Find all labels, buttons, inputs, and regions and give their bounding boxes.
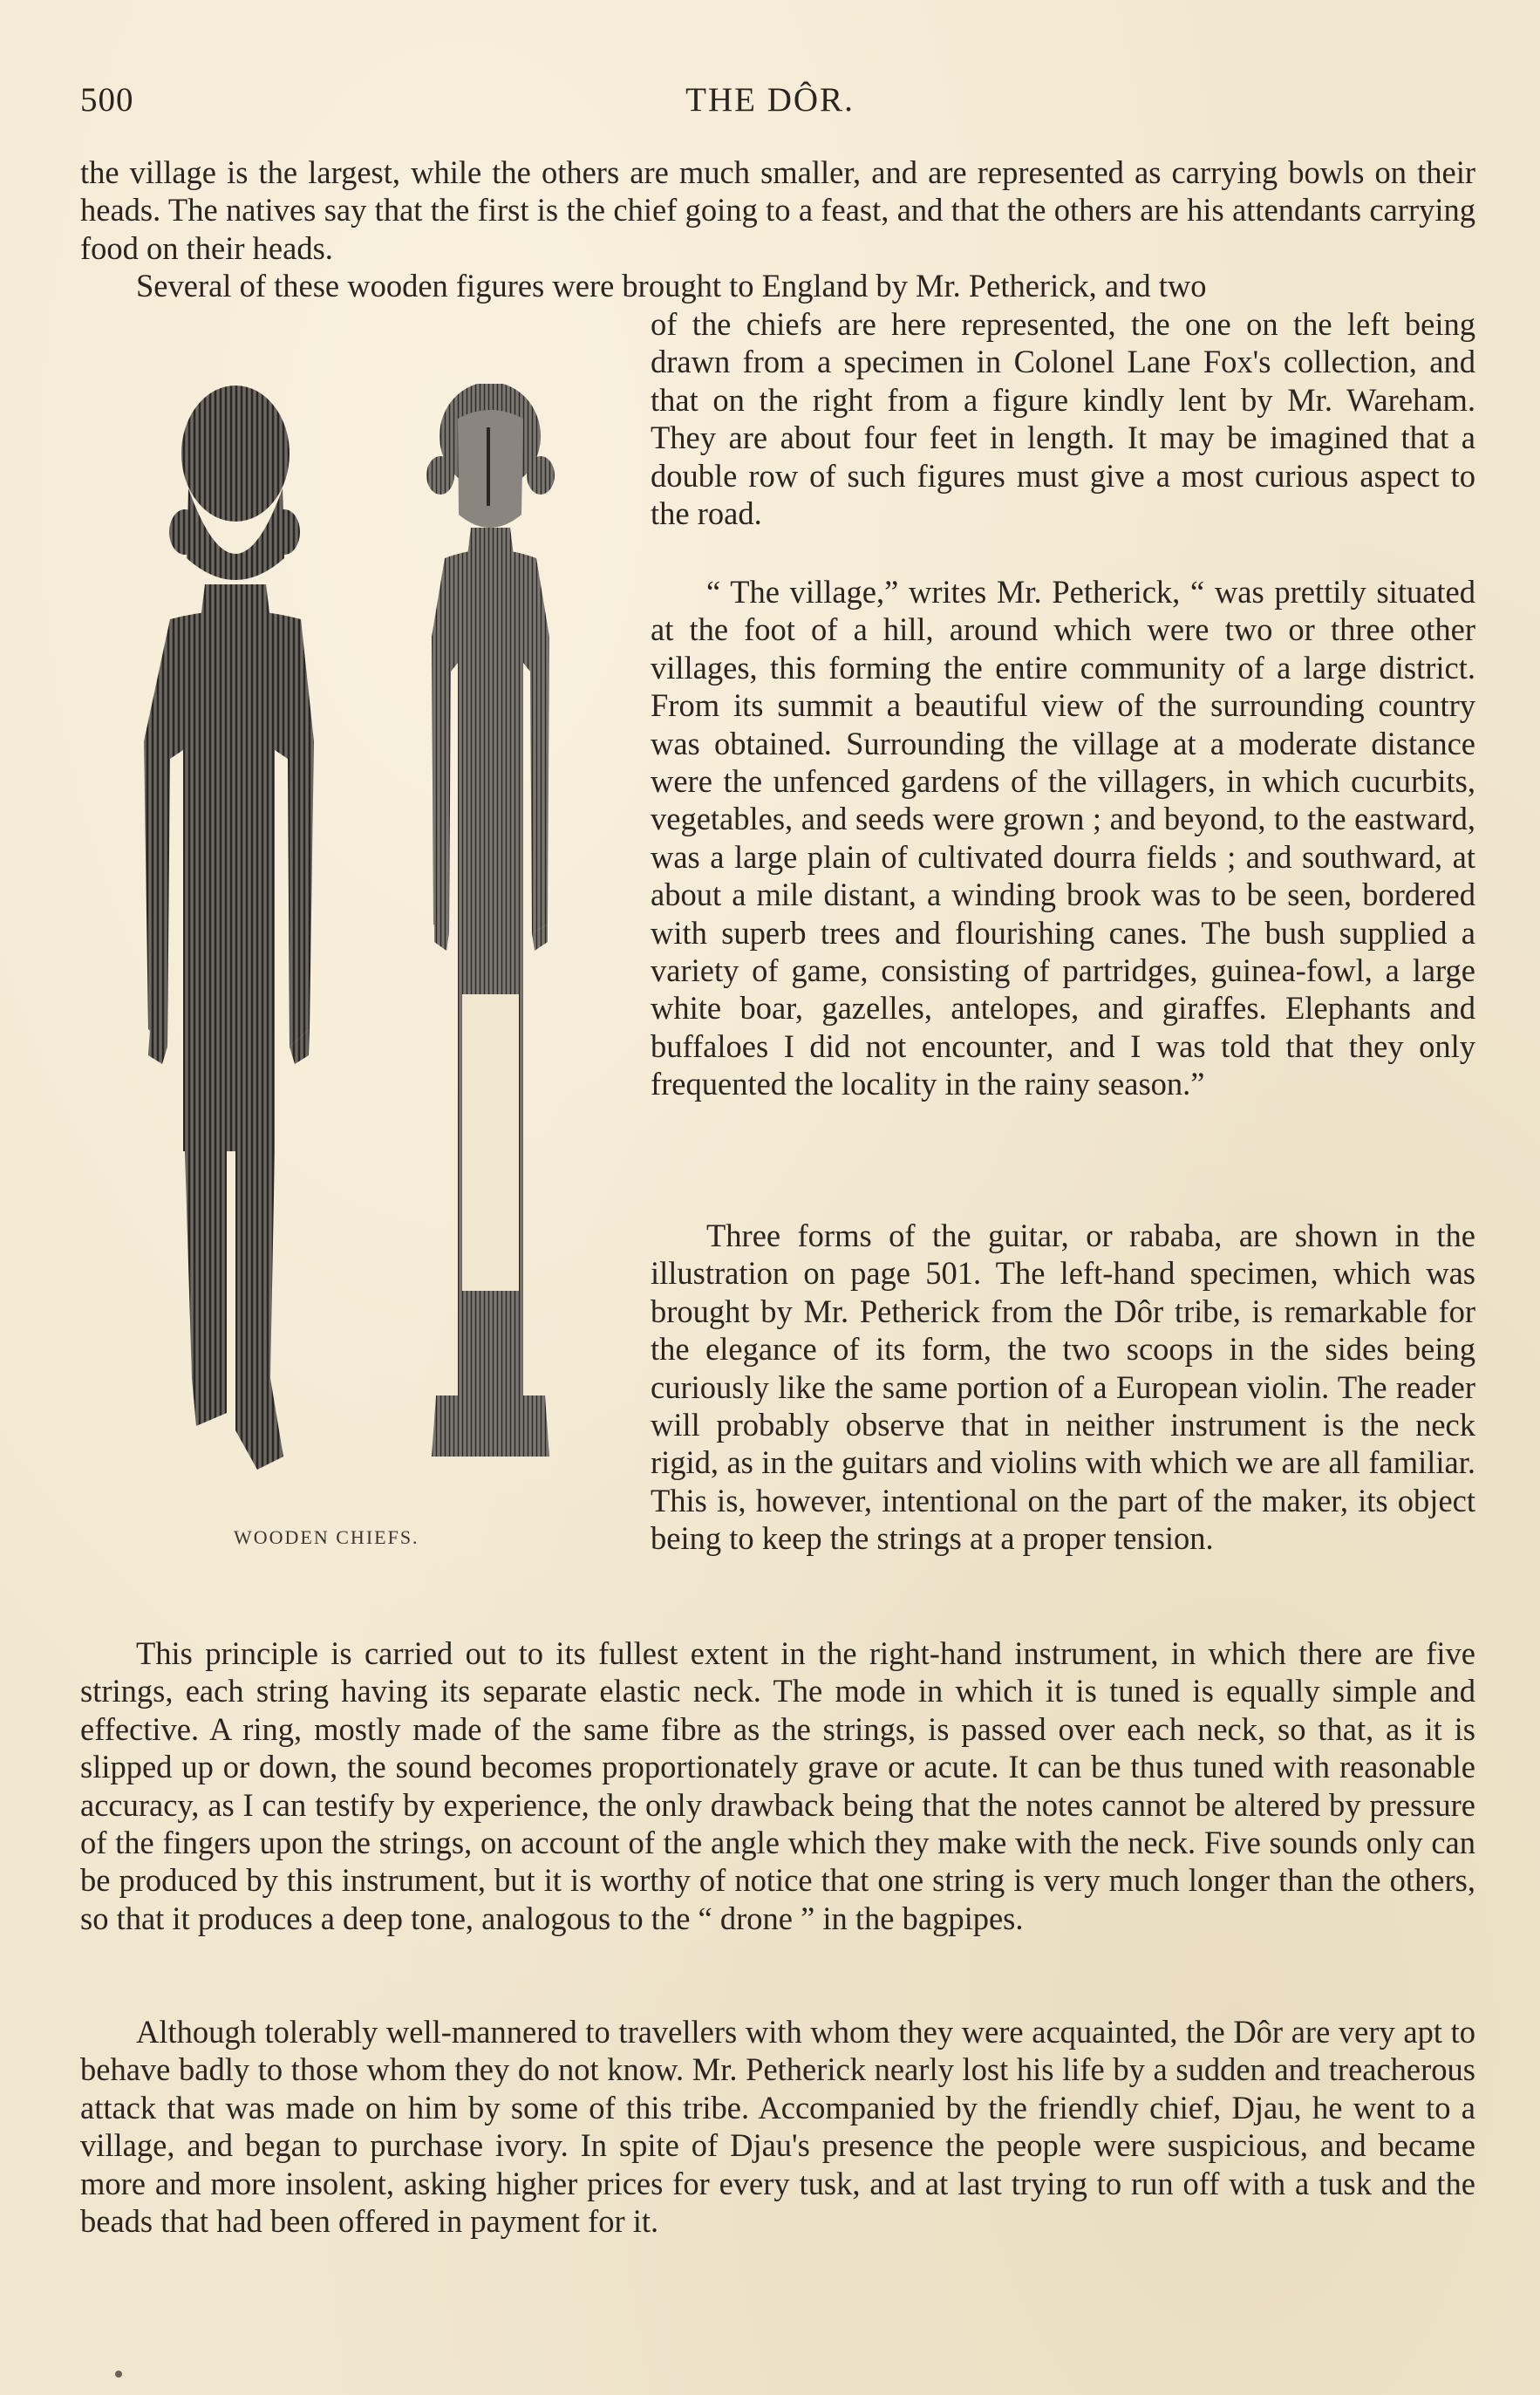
running-head: THE DÔR. — [685, 81, 855, 119]
paragraph-guitar-forms: Three forms of the guitar, or rababa, are shown in the illustration on page 501. The left-hand specimen, which was brought by Mr. Petherick from the Dôr tribe, is remarkable for the elegance of its form, the two scoops in the sides being curiously like the same portion of a European violin. The reader will probably observe that in neither instrument is the neck rigid, as in the guitars and violins with which we are all familiar. This is, however, intentional on the part of the maker, its object being to keep the strings at a proper tension. — [651, 1218, 1475, 1557]
paragraph-tuning-principle: This principle is carried out to its fullest extent in the right-hand instrument, in which there are five strings, each string having its separate elastic neck. The mode in which it is tuned is equally simple and effective. A ring, mostly made of the same fibre as the strings, is passed over each neck, so that, as it is slipped up or down, the sound becomes proportionately grave or acute. It can be thus tuned with reasonable accuracy, as I can testify by experience, the only drawback being that the notes cannot be altered by pressure of the fingers upon the strings, on account of the angle which they make with the neck. Five sounds only can be produced by this instrument, but it is worthy of notice that one string is very much longer than the others, so that it produces a deep tone, analogous to the “ drone ” in the bagpipes. — [80, 1635, 1475, 1936]
page-header — [80, 80, 1460, 124]
wooden-chiefs-engraving — [105, 384, 593, 1500]
ink-speck — [115, 2371, 122, 2378]
paragraph-petherick-quote: “ The village,” writes Mr. Petherick, “ was prettily situated at the foot of a hill, around which were two or three other villages, this forming the entire community of a large district. From its summit a beautiful view of the surrounding country was obtained. Surrounding the village at a moderate distance were the unfenced gardens of the villagers, in which cucurbits, vegetables, and seeds were grown ; and beyond, to the eastward, was a large plain of cultivated dourra fields ; and southward, at about a mile distant, a winding brook was to be seen, bordered with superb trees and flourishing canes. The bush supplied a variety of game, consisting of partridges, guinea-fowl, a large white boar, gazelles, antelopes, and giraffes. Elephants and buffaloes I did not encounter, and I was told that they only frequented the locality in the rainy season.” — [651, 574, 1475, 1102]
paragraph-village-figures: the village is the largest, while the others are much smaller, and are represented as carrying bowls on their heads. The natives say that the first is the chief going to a feast, and that the others are his attendants carrying food on their heads. — [80, 154, 1475, 266]
paragraph-wooden-figures: of the chiefs are here represented, the one on the left being drawn from a specimen in Colonel Lane Fox's collection, and that on the right from a figure kindly lent by Mr. Wareham. They are about four feet in length. It may be imagined that a double row of such figures must give a most curious aspect to the road. — [651, 306, 1475, 532]
right-wooden-chief-figure — [426, 384, 555, 1457]
page-number: 500 — [80, 81, 134, 119]
left-wooden-chief-figure — [144, 386, 314, 1470]
paragraph-dor-manners: Although tolerably well-mannered to travellers with whom they were acquainted, the Dôr are very apt to behave badly to those whom they do not know. Mr. Petherick nearly lost his life by a sudden and treacherous attack that was made on him by some of this tribe. Accompanied by the friendly chief, Djau, he went to a village, and began to purchase ivory. In spite of Djau's presence the people were suspicious, and became more and more insolent, asking higher prices for every tusk, and at last trying to run off with a tusk and the beads that had been offered in payment for it. — [80, 2014, 1475, 2240]
paragraph-wooden-figures-lead: Several of these wooden figures were brought to England by Mr. Petherick, and two — [136, 268, 1207, 304]
figure-caption: WOODEN CHIEFS. — [234, 1526, 419, 1548]
wooden-chiefs-illustration — [105, 384, 593, 1500]
